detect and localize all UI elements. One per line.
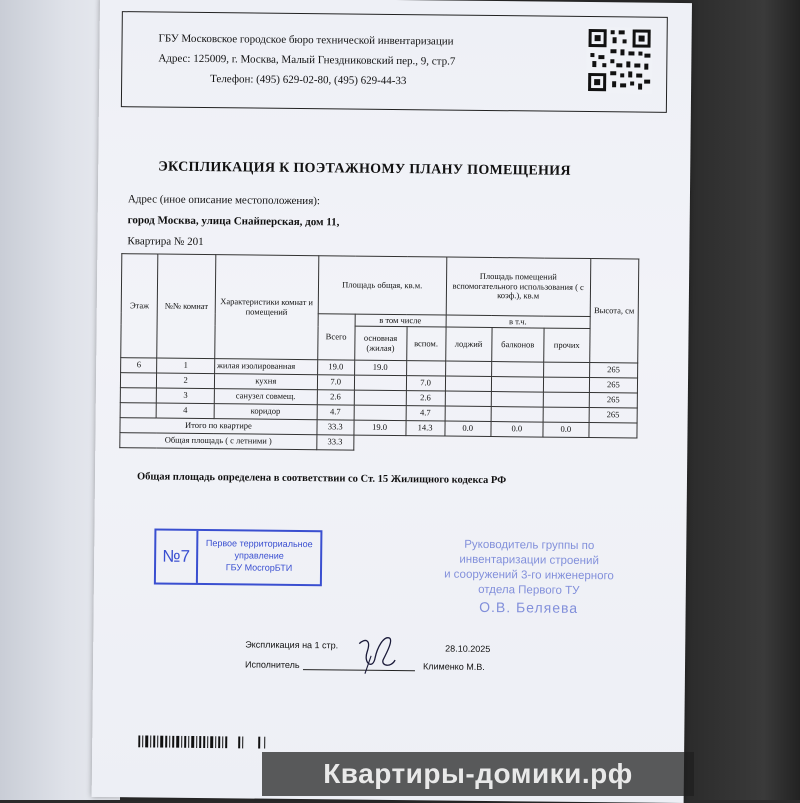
header-all: Всего [318, 314, 355, 360]
cell-loggia [445, 376, 491, 391]
apartment-number: Квартира № 201 [127, 235, 204, 248]
background-right [680, 0, 800, 800]
stamp-line1: Первое территориальное [205, 538, 313, 550]
total-all: 33.3 [317, 420, 354, 435]
cell-other [543, 377, 589, 392]
cell-main: 19.0 [354, 360, 406, 376]
cell-total: 2.6 [317, 390, 354, 405]
cell-desc: санузел совмещ. [214, 389, 317, 405]
signature-stamp [424, 537, 635, 617]
cell-height: 265 [589, 408, 637, 424]
address-value: город Москва, улица Снайперская, дом 11, [127, 214, 340, 229]
cell-room: 3 [157, 388, 215, 404]
cell-total: 7.0 [317, 375, 354, 390]
stamp-line3: ГБУ МосгорБТИ [225, 562, 293, 574]
cell-total: 4.7 [317, 405, 354, 420]
cell-floor [120, 373, 157, 388]
cell-floor [120, 403, 157, 418]
cell-height: 265 [589, 378, 637, 394]
cell-aux: 7.0 [406, 376, 445, 391]
cell-height: 265 [589, 393, 637, 409]
header-box [121, 11, 668, 113]
header-phone: Телефон: (495) 629-02-80, (495) 629-44-33 [210, 73, 407, 88]
header-loggia: лоджий [445, 327, 492, 361]
total-main: 19.0 [353, 420, 405, 436]
total-other: 0.0 [543, 422, 589, 437]
header-main: основная (жилая) [354, 326, 406, 361]
sig-stamp-line4: отдела Первого ТУ [478, 583, 580, 597]
cell-loggia [445, 391, 491, 406]
sig-stamp-line2: инвентаризации строений [459, 553, 599, 568]
cell-desc: жилая изолированная [214, 359, 317, 375]
cell-other [543, 362, 589, 377]
address-label: Адрес (иное описание местоположения): [127, 193, 321, 208]
cell-balcony [491, 407, 543, 423]
header-rooms: №№ комнат [157, 254, 215, 359]
cell-aux: 2.6 [406, 391, 445, 406]
executor-label: Исполнитель [244, 659, 300, 671]
watermark-text: Квартиры-домики.рф [323, 758, 633, 789]
handwritten-signature [353, 630, 400, 678]
cell-room: 1 [157, 358, 215, 374]
stamp-line2: управление [234, 550, 284, 561]
cell-balcony [491, 362, 543, 378]
cell-main [354, 390, 406, 406]
pages-count: Экспликация на 1 стр. [245, 639, 339, 651]
cell-aux [406, 361, 445, 376]
header-vt: в т.ч. [446, 315, 590, 329]
stamp-number: №7 [156, 531, 199, 583]
cell-loggia [445, 361, 491, 376]
summer-label: Общая площадь ( с летними ) [120, 433, 317, 450]
watermark-banner [262, 752, 694, 796]
qr-code-icon [586, 27, 653, 94]
cell-room: 4 [157, 403, 215, 419]
document-page [92, 0, 692, 803]
total-aux: 14.3 [406, 421, 445, 436]
total-balcony: 0.0 [491, 422, 543, 438]
header-height: Высота, см [590, 259, 639, 363]
header-floor: Этаж [121, 254, 159, 358]
cell-desc: кухня [214, 374, 317, 390]
executor-name: Клименко М.В. [422, 661, 485, 672]
area-note: Общая площадь определена в соответствии со Ст. 15 Жилищного кодекса РФ [136, 471, 507, 487]
header-org: ГБУ Московское городское бюро технической инвентаризации [158, 32, 454, 48]
sig-stamp-name: О.В. Беляева [479, 598, 579, 616]
cell-balcony [491, 392, 543, 408]
document-date: 28.10.2025 [445, 643, 491, 655]
cell-height: 265 [589, 363, 637, 379]
header-balcony: балконов [492, 328, 544, 363]
sig-stamp-line3: и сооружений 3-го инженерного [444, 568, 614, 583]
header-aux-area: Площадь помещений вспомогательного использования ( с коэф.), кв.м [446, 257, 591, 317]
department-stamp [154, 528, 323, 586]
header-address: Адрес: 125009, г. Москва, Малый Гнездниковский пер., 9, стр.7 [158, 52, 456, 68]
header-other: прочих [544, 328, 590, 362]
explication-table [119, 253, 639, 453]
cell-other [543, 407, 589, 422]
cell-total: 19.0 [317, 360, 354, 375]
header-incl: в том числе [355, 314, 446, 327]
cell-main [354, 405, 406, 421]
cell-floor: 6 [121, 358, 158, 373]
total-height [589, 423, 637, 439]
cell-floor [120, 388, 157, 403]
header-aux: вспом. [406, 327, 445, 361]
cell-room: 2 [157, 373, 215, 389]
total-label: Итого по квартире [120, 418, 317, 435]
barcode-icon [138, 735, 288, 749]
cell-loggia [445, 406, 491, 421]
cell-other [543, 392, 589, 407]
cell-desc: коридор [214, 404, 317, 420]
cell-balcony [491, 377, 543, 393]
header-characteristics: Характеристики комнат и помещений [215, 255, 319, 360]
total-loggia: 0.0 [445, 421, 491, 436]
header-total-area: Площадь общая, кв.м. [318, 256, 446, 315]
cell-aux: 4.7 [406, 406, 445, 421]
document-title: ЭКСПЛИКАЦИЯ К ПОЭТАЖНОМУ ПЛАНУ ПОМЕЩЕНИЯ [158, 159, 571, 179]
sig-stamp-line1: Руководитель группы по [464, 538, 595, 553]
cell-main [354, 375, 406, 391]
summer-total: 33.3 [317, 435, 354, 450]
